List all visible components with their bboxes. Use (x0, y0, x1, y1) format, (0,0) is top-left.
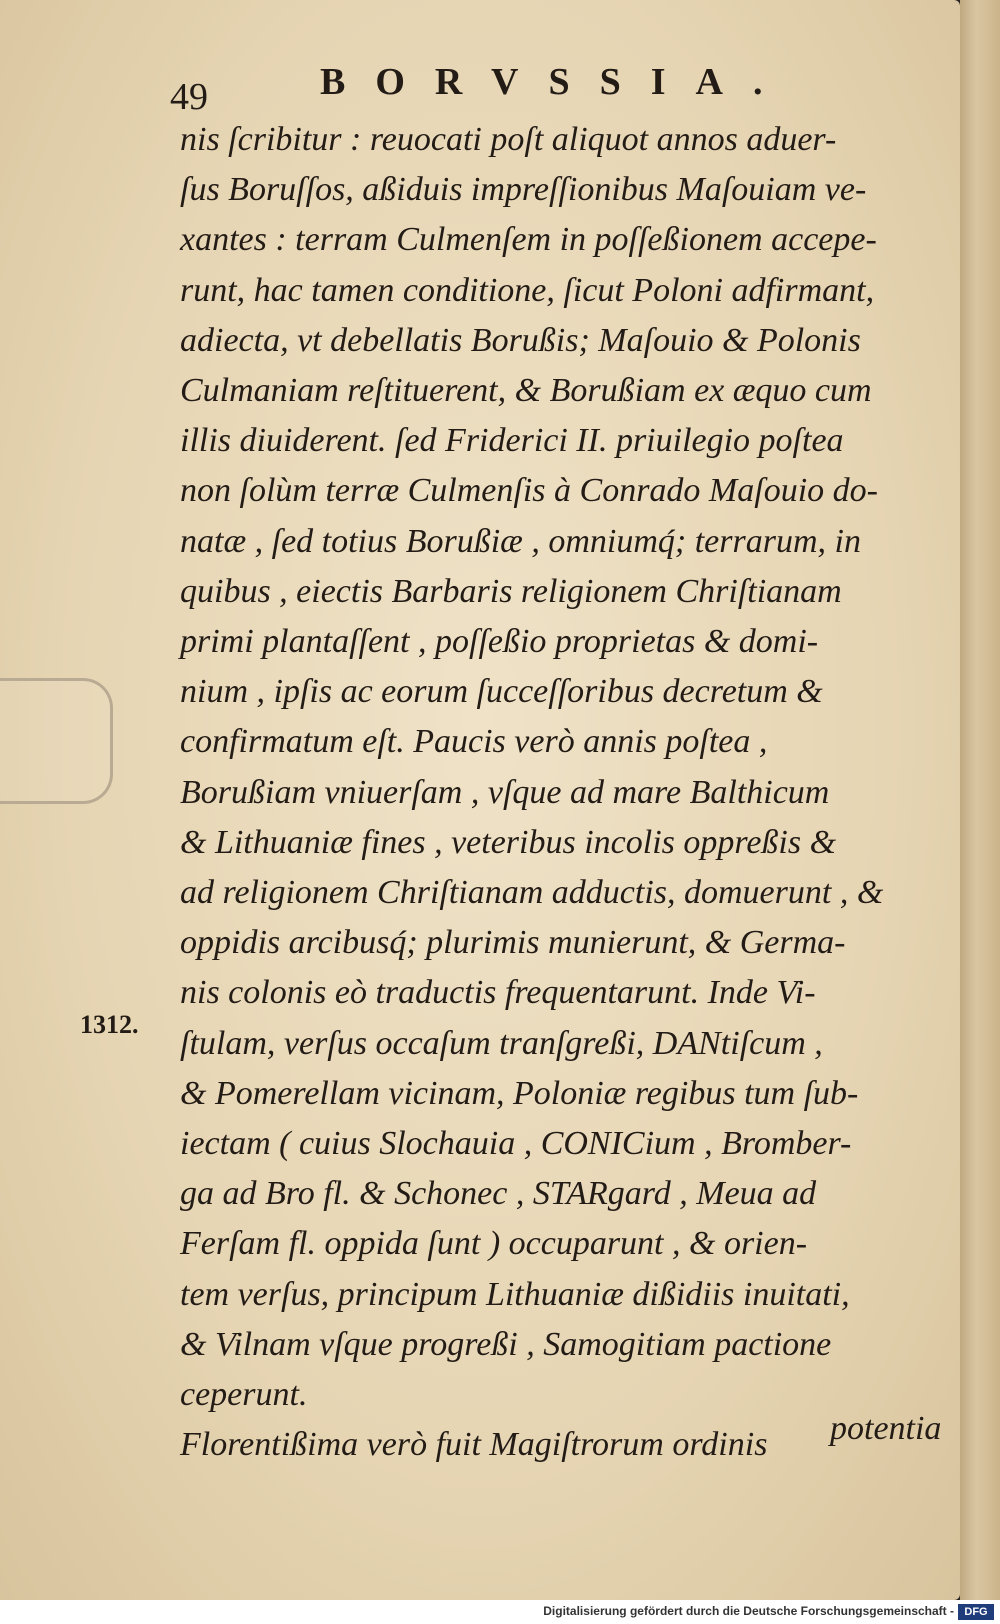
text-line: iectam ( cuius Slochauia , CONICium , Bromber- (180, 1125, 852, 1163)
text-line: ſus Boruſſos, aßiduis impreſſionibus Maſouiam ve- (180, 171, 867, 209)
text-line: natæ , ſed totius Borußiæ , omniumq́; terrarum, in (180, 522, 861, 560)
text-line: confirmatum eſt. Paucis verò annis poſtea , (180, 723, 768, 761)
page-number: 49 (170, 76, 208, 118)
text-line: ad religionem Chriſtianam adductis, domuerunt , & (180, 874, 884, 912)
text-line: nis ſcribitur : reuocati poſt aliquot annos aduer- (180, 121, 837, 158)
text-line: nis colonis eò traductis frequentarunt. Inde Vi- (180, 974, 816, 1012)
text-line: Culmaniam reſtituerent, & Borußiam ex æquo cum (180, 372, 872, 410)
text-line: ſtulam, verſus occaſum tranſgreßi, DANtiſcum , (180, 1024, 823, 1062)
text-line: tem verſus, principum Lithuaniæ dißidiis inuitati, (180, 1275, 850, 1313)
text-line: & Pomerellam vicinam, Poloniæ regibus tum ſub- (180, 1074, 859, 1112)
text-line: Florentißima verò fuit Magiſtrorum ordinis (180, 1426, 768, 1464)
footer-credit: Digitalisierung gefördert durch die Deutsche Forschungsgemeinschaft - (543, 1604, 954, 1618)
text-line: ceperunt. (180, 1376, 308, 1414)
text-line: & Vilnam vſque progreßi , Samogitiam pactione (180, 1325, 832, 1363)
text-line: nium , ipſis ac eorum ſucceſſoribus decretum & (180, 673, 823, 711)
text-line: non ſolùm terræ Culmenſis à Conrado Maſouio do- (180, 472, 878, 510)
margin-note-year: 1312. (80, 1010, 139, 1039)
text-line: adiecta, vt debellatis Borußis; Maſouio & Polonis (180, 321, 861, 359)
text-line: xantes : terram Culmenſem in poſſeßionem accepe- (180, 221, 877, 259)
next-page-edge (960, 0, 1000, 1600)
running-head: BORVSSIA. (320, 61, 793, 103)
text-line: runt, hac tamen conditione, ſicut Poloni adfirmant, (180, 271, 875, 309)
footer-bar (0, 1600, 1000, 1624)
text-line: ga ad Bro fl. & Schonec , STARgard , Meua ad (180, 1175, 817, 1213)
text-line: Ferſam fl. oppida ſunt ) occuparunt , & orien- (180, 1225, 808, 1263)
bookmark-tab (0, 678, 113, 804)
text-line: primi plantaſſent , poſſeßio proprietas & domi- (180, 623, 819, 661)
body-text (180, 115, 945, 1470)
catchword: potentia (830, 1410, 942, 1447)
text-line: quibus , eiectis Barbaris religionem Chriſtianam (180, 572, 842, 610)
text-line: Borußiam vniuerſam , vſque ad mare Balthicum (180, 773, 830, 811)
text-line: illis diuiderent. ſed Friderici II. priuilegio poſtea (180, 422, 844, 460)
dfg-logo: DFG (958, 1604, 994, 1620)
text-line: & Lithuaniæ fines , veteribus incolis oppreßis & (180, 823, 837, 861)
text-line: oppidis arcibusq́; plurimis munierunt, & Germa- (180, 924, 846, 962)
